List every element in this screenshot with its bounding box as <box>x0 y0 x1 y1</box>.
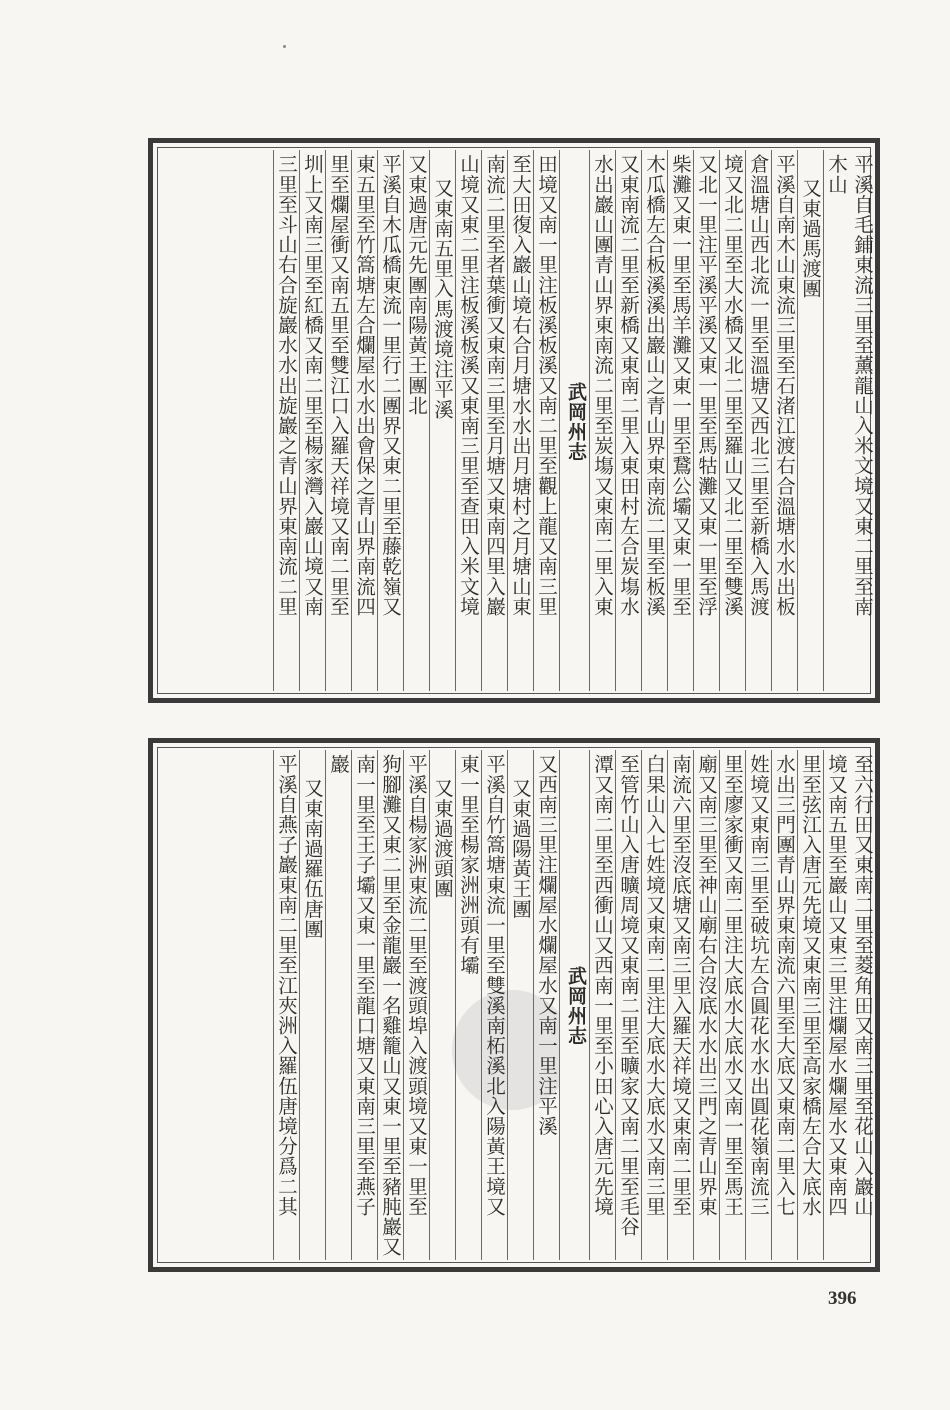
column-16: 又東南五里入馬渡境注平溪 <box>429 150 455 691</box>
column-12: 田境又南一里注板溪板溪又南二里至觀上龍又南三里 <box>533 150 559 691</box>
column-13: 至大田復入巖山境右合月塘水水出月塘村之月塘山東 <box>507 150 533 691</box>
column-16: 又東過渡頭團 <box>429 750 455 1260</box>
volume-label <box>559 396 563 456</box>
column-5: 姓境又東南三里至破坑左合圓花水水出圓花嶺南流三 <box>745 750 771 1260</box>
column-5: 倉溫塘山西北流一里至溫塘又西北三里至新橋入馬渡 <box>745 150 771 691</box>
column-21: 又東南過羅伍唐團 <box>299 750 325 1260</box>
column-2: 木山 <box>823 150 849 691</box>
column-10: 又東南流二里至新橋又東南二里入東田村左合炭塲水 <box>615 150 641 691</box>
book-title: 武岡州志 <box>565 966 587 1046</box>
column-11: 潭又南二里至西衝山又西南一里至小田心入唐元先境 <box>589 750 615 1260</box>
column-10: 至管竹山入唐曠周境又東南二里至曠家又南二里至毛谷 <box>615 750 641 1260</box>
column-4: 水出三門團青山界東南流六里至大底又東南二里入七 <box>771 750 797 1260</box>
column-6: 里至廖家衝又南二里注大底水大底水又南一里至馬王 <box>719 750 745 1260</box>
column-14: 平溪自竹篙塘東流一里至雙溪南柘溪北入陽黃王境又 <box>481 750 507 1260</box>
column-4: 平溪自南木山東流三里至石渚江渡右合溫塘水水出板 <box>771 150 797 691</box>
column-9: 木瓜橋左合板溪溪出巖山之青山界東南流二里至板溪 <box>641 150 667 691</box>
bottom-page <box>148 738 880 1272</box>
column-3: 里至弦江入唐元先境又東南三里至高家橋左合大底水 <box>797 750 823 1260</box>
column-21: 圳上又南三里至紅橋又南二里至楊家灣入巖山境又南 <box>299 150 325 691</box>
dust-speck <box>283 45 286 48</box>
column-6: 境又北二里至大水橋又北二里至羅山又北二里至雙溪 <box>719 150 745 691</box>
column-22: 三里至斗山右合旋巖水水出旋巖之青山界東南流二里 <box>273 150 299 691</box>
column-15: 山境又東二里注板溪板溪又東南三里至查田入米文境 <box>455 150 481 691</box>
page-gutter <box>559 150 589 691</box>
top-page <box>148 138 880 703</box>
page-number: 396 <box>828 1288 857 1309</box>
column-9: 白果山入七姓境又東南二里注大底水大底水又南三里 <box>641 750 667 1260</box>
column-17: 又東過唐元先團南陽黃王團北 <box>403 150 429 691</box>
column-20: 里至爛屋衝又南五里至雙江口入羅天祥境又南二里至 <box>325 150 351 691</box>
column-7: 廟又南三里至神山廟右合沒底水水出三門之青山界東 <box>693 750 719 1260</box>
column-19: 東五里至竹篙塘左合爛屋水水出會保之青山界南流四 <box>351 150 377 691</box>
column-15: 東一里至楊家洲洲頭有壩 <box>455 750 481 1260</box>
column-12: 又西南三里注爛屋水爛屋水又南一里注平溪 <box>533 750 559 1260</box>
column-7: 又北一里注平溪平溪又東一里至馬牯灘又東一里至浮 <box>693 150 719 691</box>
column-11: 水出巖山團青山界東南流二里至炭塲又東南二里入東 <box>589 150 615 691</box>
column-8: 柴灘又東一里至馬羊灘又東一里至鵞公壩又東一里至 <box>667 150 693 691</box>
column-1: 平溪自毛鋪東流三里至薰龍山入米文境又東二里至南 <box>851 154 874 617</box>
column-3: 又東過馬渡團 <box>797 150 823 691</box>
column-17: 平溪自楊家洲東流二里至渡頭埠入渡頭境又東一里至 <box>403 750 429 1260</box>
column-13: 又東過陽黃王團 <box>507 750 533 1260</box>
page-gutter <box>559 750 589 1260</box>
column-8: 南流六里至沒底塘又南三里入羅天祥境又東南二里至 <box>667 750 693 1260</box>
column-22: 平溪自燕子巖東南二里至江夾洲入羅伍唐境分爲二其 <box>273 750 299 1260</box>
column-20: 巖 <box>325 750 351 1260</box>
column-14: 南流二里至者葉衝又東南三里至月塘又東南四里入巖 <box>481 150 507 691</box>
column-1: 至六行田又東南二里至菱角田又南三里至花山入巖山 <box>851 754 874 1217</box>
volume-label <box>559 980 563 1040</box>
column-19: 南一里至王子壩又東一里至龍口塘又東南三里至燕子 <box>351 750 377 1260</box>
column-18: 平溪自木瓜橋東流一里行二團界又東二里至藤乾嶺又 <box>377 150 403 691</box>
book-title: 武岡州志 <box>565 381 587 462</box>
column-2: 境又南五里至巖山又東三里注爛屋水爛屋水又東南四 <box>823 750 849 1260</box>
column-18: 狗腳灘又東二里至金龍巖一名雞籠山又東一里至豬肫巖又 <box>377 750 403 1260</box>
